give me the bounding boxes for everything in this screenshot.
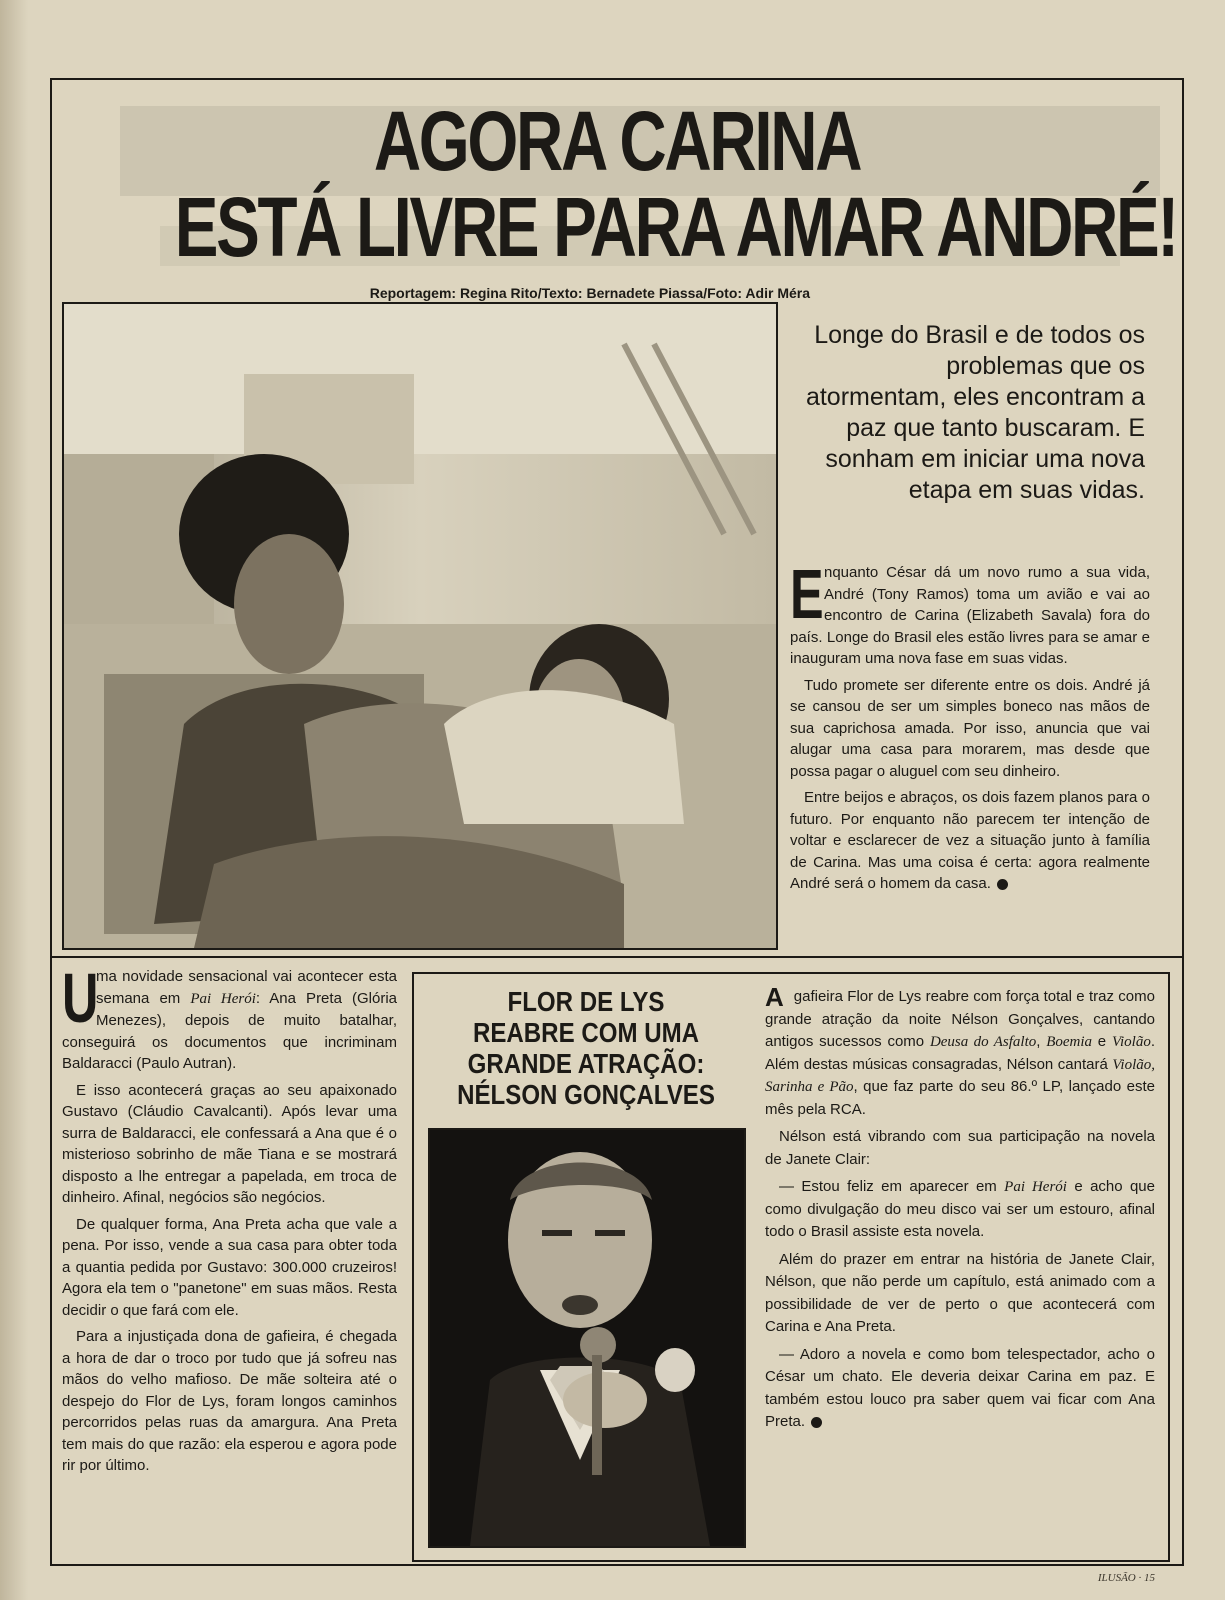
box-paragraph-4: Além do prazer em entrar na história de Janete Clair, Nélson, que não perde um capítulo, está animado com a possibilidade de ver de perto o que acontecerá com Carina e Ana Preta. <box>765 1250 1155 1335</box>
lead-paragraph: Longe do Brasil e de todos os problemas que os atormentam, eles encontram a paz que tanto buscaram. E sonham em iniciar uma nova etapa em suas vidas. <box>805 321 1145 504</box>
box-headline <box>448 986 725 1110</box>
main-article-body <box>790 555 1150 900</box>
song-title-3: Violão <box>1111 1034 1151 1050</box>
main-paragraph-1: nquanto César dá um novo rumo a sua vida, André (Tony Ramos) toma um avião e vai ao encontro de Carina (Elizabeth Savala) fora do país. Longe do Brasil eles estão livres para se amar e inauguram uma nova fase em suas vidas. <box>790 564 1150 667</box>
box-p3-text-a: — Estou feliz em aparecer em <box>779 1178 1005 1195</box>
box-p1-sep-1: , <box>1036 1033 1047 1050</box>
box-paragraph-5 <box>765 1344 1155 1434</box>
left-paragraph-3: De qualquer forma, Ana Preta acha que vale a pena. Por isso, vende a sua casa para obter toda a quantia pedida por Gustavo: 300.000 cruzeiros! Agora ela tem o "panetone" em suas mãos. Resta decidir o que fará com ele. <box>62 1215 397 1319</box>
left-story-body <box>62 959 398 1482</box>
drop-cap-e: E <box>790 555 824 633</box>
main-paragraph-3 <box>790 787 1150 895</box>
box-p1-text-a: gafieira Flor de Lys reabre com força total e traz como grande atração da noite Nélson Gonçalves, cantando antigos sucessos como <box>765 988 1155 1050</box>
left-paragraph-4: Para a injustiçada dona de gafieira, é chegada a hora de dar o troco por tudo que já sofreu nas mãos do velho mafioso. De mãe solteira até o despejo do Flor de Lys, foram longos caminhos percorridos pelas ruas da amargura. Ana Preta tem mais do que razão: ela esperou e agora pode rir por último. <box>62 1328 397 1474</box>
box-headline-line-1: FLOR DE LYS <box>507 986 665 1017</box>
box-story-body <box>765 982 1156 1439</box>
box-end-bullet-icon <box>811 1417 822 1428</box>
box-paragraph-2: Nélson está vibrando com sua participação na novela de Janete Clair: <box>765 1128 1155 1168</box>
box-p3-text-b: e acho que como divulgação do meu disco vai ser um estouro, afinal todo o Brasil assiste esta novela. <box>765 1178 1155 1240</box>
headline-line-1: AGORA CARINA <box>373 94 861 188</box>
box-p1-text-b: . Além destas músicas consagradas, Nélson cantará <box>765 1033 1155 1073</box>
left-p1-show-title: Pai Herói <box>190 990 256 1007</box>
left-paragraph-1 <box>62 959 398 1075</box>
headline-line-2: ESTÁ LIVRE PARA AMAR ANDRÉ! <box>174 180 1177 274</box>
box-p1-text-c: , que faz parte do seu 86.º LP, lançado este mês pela RCA. <box>765 1078 1156 1118</box>
box-paragraph-1 <box>765 982 1156 1121</box>
song-title-4: Violão, Sarinha e Pão <box>765 1056 1155 1095</box>
box-headline-line-4: NÉLSON GONÇALVES <box>457 1079 715 1110</box>
page-binding-shadow <box>0 0 28 1600</box>
box-headline-line-2: REABRE COM UMA <box>472 1017 700 1048</box>
song-title-2: Boemia <box>1046 1034 1093 1050</box>
box-p1-sep-2: e <box>1092 1033 1112 1050</box>
section-divider <box>50 956 1184 958</box>
song-title-1: Deusa do Asfalto <box>929 1034 1037 1050</box>
main-paragraph-2: Tudo promete ser diferente entre os dois. André já se cansou de ser um simples boneco nas mãos de sua caprichosa amada. Por isso, anuncia que vai alugar uma casa para morarem, mas desde que possa pagar o aluguel com seu dinheiro. <box>790 676 1150 780</box>
box-headline-line-3: GRANDE ATRAÇÃO: <box>467 1048 705 1079</box>
left-paragraph-2: E isso acontecerá graças ao seu apaixonado Gustavo (Cláudio Cavalcanti). Após levar uma surra de Baldaracci, ele confessará a Ana que é o misterioso sobrinho de mãe Tiana e se mostrará disposto a lhe entregar a papelada, em troca de dinheiro. Afinal, negócios são negócios. <box>62 1081 397 1206</box>
byline-credit: Reportagem: Regina Rito/Texto: Bernadete Piassa/Foto: Adir Méra <box>369 285 810 301</box>
end-bullet-icon <box>997 879 1008 890</box>
main-paragraph-3-text: Entre beijos e abraços, os dois fazem planos para o futuro. Por enquanto não parecem ter intenção de voltar e esclarecer de vez a situação junto à família de Carina. Mas uma coisa é certa: agora realmente André será o homem da casa. <box>790 789 1150 892</box>
box-paragraph-3 <box>765 1176 1155 1244</box>
photo-couple-embrace <box>62 302 778 950</box>
left-p1-text-b: : Ana Preta (Glória Menezes), depois de muito batalhar, conseguirá os documentos que incriminam Baldaracci (Paulo Autran). <box>62 989 398 1072</box>
page-footer: ILUSÃO · 15 <box>1097 1572 1155 1584</box>
left-p1-text-a: ma novidade sensacional vai acontecer esta semana em <box>96 968 397 1007</box>
headline <box>50 94 1184 274</box>
drop-cap-u: U <box>62 959 99 1037</box>
drop-cap-a: A <box>765 982 784 1012</box>
photo-singer-microphone <box>428 1128 746 1548</box>
box-p3-show-title: Pai Herói <box>1004 1179 1067 1195</box>
box-p5-text: — Adoro a novela e como bom telespectador, acho o César um chato. Ele deveria deixar Carina em paz. E também estou louco pra saber quem vai ficar com Ana Preta. <box>765 1345 1155 1430</box>
